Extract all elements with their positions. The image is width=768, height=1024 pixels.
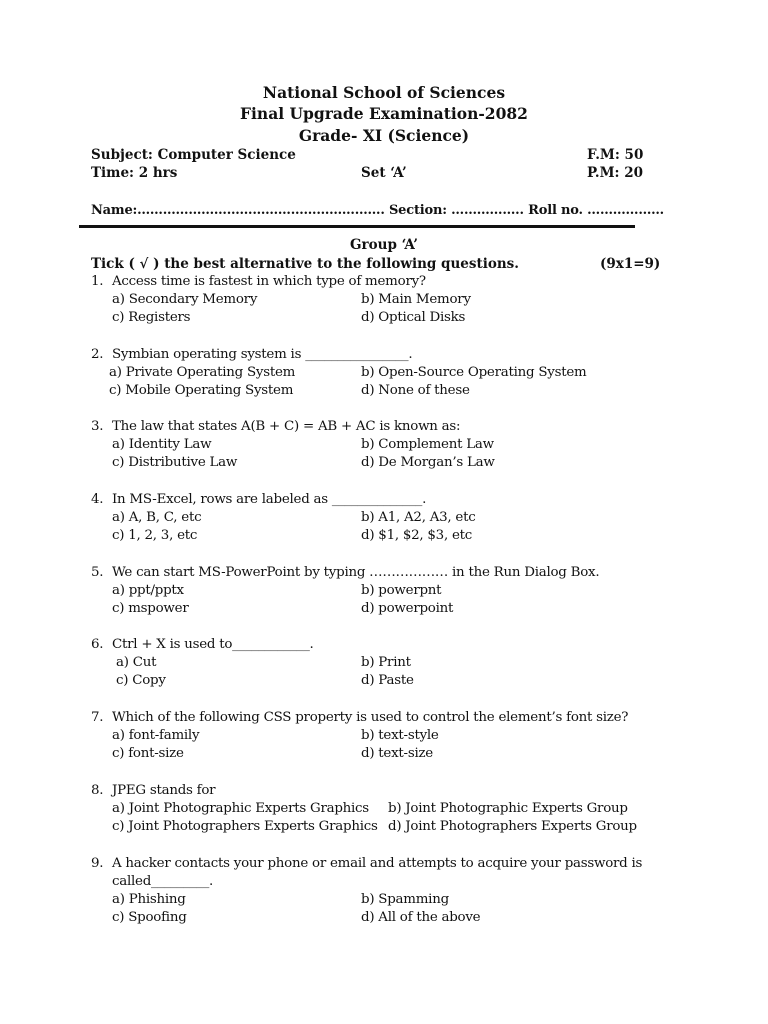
option-b[interactable]: b) A1, A2, A3, etc [361, 510, 476, 525]
question-number: 3. [91, 419, 104, 434]
option-c[interactable]: c) Mobile Operating System [109, 383, 294, 398]
question-text: JPEG stands for [112, 783, 216, 798]
question-number: 8. [91, 783, 104, 798]
question-text: Symbian operating system is ________________. [112, 347, 413, 362]
option-b[interactable]: b) Spamming [361, 892, 449, 907]
question-text-continued: called_________. [112, 874, 214, 889]
group-marks: (9x1=9) [600, 256, 661, 272]
option-d[interactable]: d) powerpoint [361, 601, 454, 616]
option-b[interactable]: b) Complement Law [361, 437, 494, 452]
option-a[interactable]: a) ppt/pptx [112, 583, 184, 598]
set-label: Set ‘A’ [361, 165, 407, 181]
subject-label: Subject: Computer Science [91, 147, 296, 163]
question-number: 7. [91, 710, 104, 725]
school-name: National School of Sciences [262, 83, 506, 102]
option-a[interactable]: a) Cut [116, 655, 157, 670]
option-c[interactable]: c) font-size [112, 746, 184, 761]
option-b[interactable]: b) Print [361, 655, 411, 670]
option-d[interactable]: d) text-size [361, 746, 433, 761]
full-marks: F.M: 50 [587, 147, 644, 163]
group-instruction: Tick ( √ ) the best alternative to the following questions. [91, 256, 519, 272]
option-b[interactable]: b) Joint Photographic Experts Group [388, 801, 628, 816]
option-d[interactable]: d) Optical Disks [361, 310, 466, 325]
grade-title: Grade- XI (Science) [298, 126, 470, 145]
option-c[interactable]: c) Joint Photographers Experts Graphics [112, 819, 378, 834]
option-c[interactable]: c) Distributive Law [112, 455, 238, 470]
question-number: 4. [91, 492, 104, 507]
question-text: A hacker contacts your phone or email and attempts to acquire your password is [112, 856, 643, 871]
name-section-roll-line: Name:…………………………………………………. Section: …………….. Roll no. ……………… [91, 203, 664, 218]
option-c[interactable]: c) 1, 2, 3, etc [112, 528, 198, 543]
exam-title: Final Upgrade Examination-2082 [240, 104, 528, 123]
pass-marks: P.M: 20 [587, 165, 644, 181]
option-b[interactable]: b) Main Memory [361, 292, 471, 307]
question-number: 1. [91, 274, 104, 289]
option-a[interactable]: a) Secondary Memory [112, 292, 258, 307]
question-number: 2. [91, 347, 104, 362]
option-d[interactable]: d) De Morgan’s Law [361, 455, 495, 470]
option-c[interactable]: c) Copy [116, 673, 166, 688]
option-b[interactable]: b) text-style [361, 728, 439, 743]
question-number: 5. [91, 565, 104, 580]
option-c[interactable]: c) Registers [112, 310, 191, 325]
option-d[interactable]: d) Joint Photographers Experts Group [388, 819, 637, 834]
question-text: The law that states A(B + C) = AB + AC is known as: [112, 419, 461, 434]
option-a[interactable]: a) A, B, C, etc [112, 510, 202, 525]
question-number: 9. [91, 856, 104, 871]
option-d[interactable]: d) $1, $2, $3, etc [361, 528, 473, 543]
question-text: We can start MS-PowerPoint by typing ……………… in the Run Dialog Box. [112, 565, 600, 580]
option-a[interactable]: a) font-family [112, 728, 200, 743]
option-c[interactable]: c) Spoofing [112, 910, 187, 925]
question-text: Access time is fastest in which type of memory? [112, 274, 426, 289]
question-text: Which of the following CSS property is used to control the element’s font size? [112, 710, 629, 725]
header-divider [79, 225, 635, 228]
question-number: 6. [91, 637, 104, 652]
option-d[interactable]: d) Paste [361, 673, 414, 688]
option-a[interactable]: a) Private Operating System [109, 365, 296, 380]
option-d[interactable]: d) All of the above [361, 910, 481, 925]
option-c[interactable]: c) mspower [112, 601, 189, 616]
option-b[interactable]: b) powerpnt [361, 583, 442, 598]
question-text: Ctrl + X is used to____________. [112, 637, 314, 652]
question-text: In MS-Excel, rows are labeled as ______________. [112, 492, 427, 507]
group-title: Group ‘A’ [349, 237, 418, 253]
option-a[interactable]: a) Joint Photographic Experts Graphics [112, 801, 369, 816]
option-d[interactable]: d) None of these [361, 383, 470, 398]
time-label: Time: 2 hrs [91, 165, 178, 181]
option-a[interactable]: a) Phishing [112, 892, 186, 907]
option-b[interactable]: b) Open-Source Operating System [361, 365, 587, 380]
option-a[interactable]: a) Identity Law [112, 437, 212, 452]
